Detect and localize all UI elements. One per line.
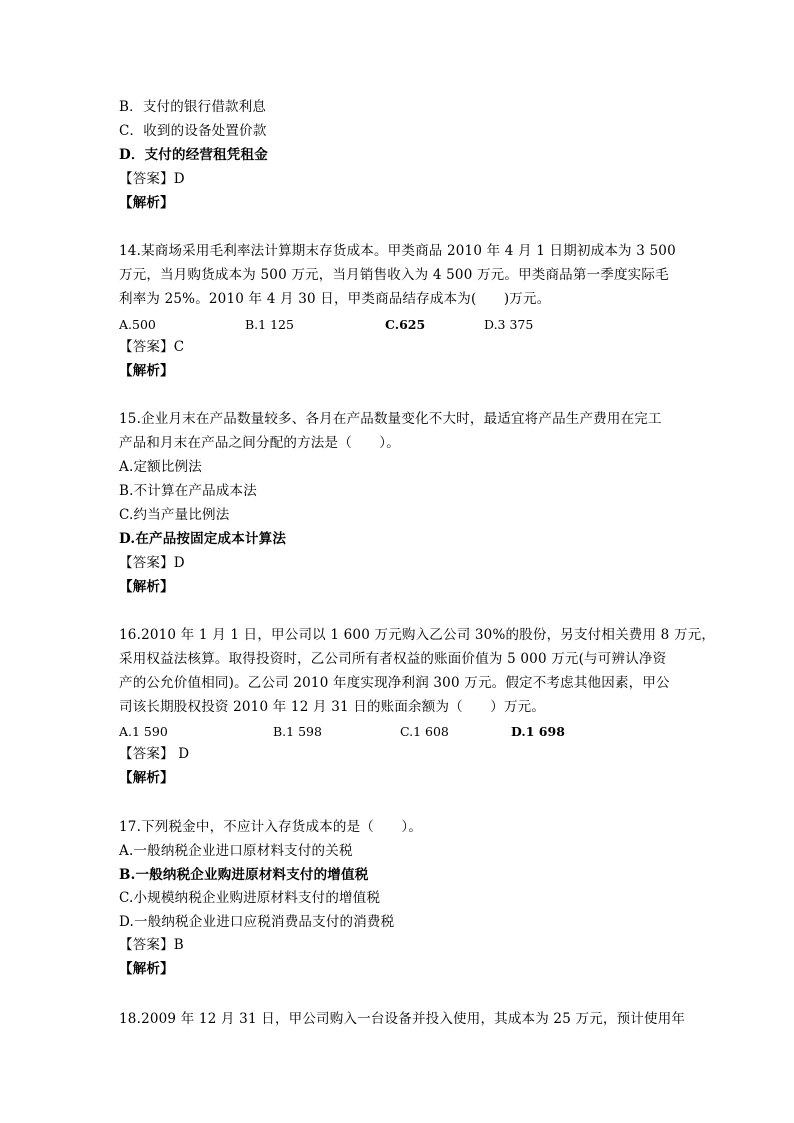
q14-analysis: 【解析】 [119, 363, 174, 379]
q16-option-c: C.1 608 [400, 724, 449, 739]
q15-option-a: A.定额比例法 [119, 459, 202, 475]
q17-option-b-correct: B.一般纳税企业购进原材料支付的增值税 [119, 867, 369, 883]
q17-text-line: 17.下列税金中，不应计入存货成本的是（ ）。 [119, 819, 423, 835]
q16-text-line: 司该长期股权投资 2010 年 12 月 31 日的账面余额为（ ）万元。 [119, 699, 546, 715]
q16-text-line: 采用权益法核算。取得投资时，乙公司所有者权益的账面价值为 5 000 万元(与可辨认净资 [119, 651, 667, 667]
option-b: B．支付的银行借款利息 [119, 99, 267, 115]
q17-option-d: D.一般纳税企业进口应税消费品支付的消费税 [119, 914, 395, 930]
q17-analysis: 【解析】 [119, 961, 174, 977]
q15-text-line: 15.企业月末在产品数量较多、各月在产品数量变化不大时，最适宜将产品生产费用在完工 [119, 411, 662, 427]
q14-text-line: 利率为 25%。2010 年 4 月 30 日，甲类商品结存成本为( )万元。 [119, 291, 551, 307]
q16-text-line: 产的公允价值相同)。乙公司 2010 年度实现净利润 300 万元。假定不考虑其他因素，甲公 [119, 675, 670, 691]
q15-answer: 【答案】D [119, 555, 185, 571]
option-d-correct: D．支付的经营租凭租金 [119, 147, 268, 163]
q18-text-line: 18.2009 年 12 月 31 日，甲公司购入一台设备并投入使用，其成本为 25 万元，预计使用年 [119, 1011, 686, 1027]
q16-option-a: A.1 590 [119, 724, 168, 739]
analysis-label: 【解析】 [119, 195, 174, 211]
q15-option-b: B.不计算在产品成本法 [119, 483, 257, 499]
q17-answer: 【答案】B [119, 937, 184, 953]
q16-option-d-correct: D.1 698 [511, 724, 565, 739]
q14-text-line: 万元，当月购货成本为 500 万元，当月销售收入为 4 500 万元。甲类商品第一季度实际毛 [119, 267, 669, 283]
q14-text-line: 14.某商场采用毛利率法计算期末存货成本。甲类商品 2010 年 4 月 1 日期初成本为 3 500 [119, 243, 676, 259]
q15-text-line: 产品和月末在产品之间分配的方法是（ ）。 [119, 435, 400, 451]
q14-answer: 【答案】C [119, 339, 185, 355]
q16-option-b: B.1 598 [273, 724, 322, 739]
q16-text-line: 16.2010 年 1 月 1 日，甲公司以 1 600 万元购入乙公司 30%的股份，另支付相关费用 8 万元， [119, 627, 716, 643]
q15-option-c: C.约当产量比例法 [119, 507, 230, 523]
q17-option-c: C.小规模纳税企业购进原材料支付的增值税 [119, 890, 381, 906]
q16-analysis: 【解析】 [119, 770, 174, 786]
q16-answer: 【答案】 D [119, 746, 190, 762]
q15-analysis: 【解析】 [119, 579, 174, 595]
q15-option-d-correct: D.在产品按固定成本计算法 [119, 531, 287, 547]
q14-option-d: D.3 375 [484, 317, 534, 332]
q14-option-a: A.500 [119, 317, 156, 332]
answer-line: 【答案】D [119, 171, 185, 187]
q14-option-c-correct: C.625 [385, 317, 426, 332]
option-c: C．收到的设备处置价款 [119, 123, 267, 139]
q17-option-a: A.一般纳税企业进口原材料支付的关税 [119, 843, 353, 859]
q14-option-b: B.1 125 [245, 317, 294, 332]
